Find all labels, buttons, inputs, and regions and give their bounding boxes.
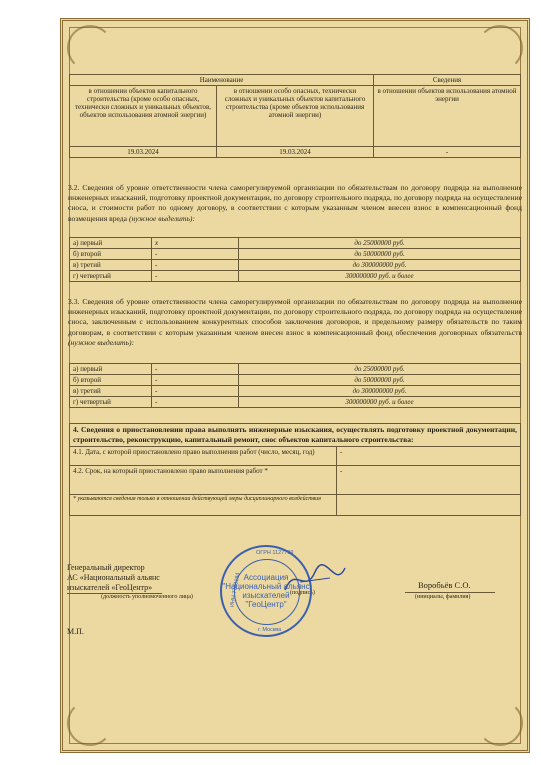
ornament-corner-icon [477, 25, 523, 71]
section-4-footnote: * указываются сведения только в отношении действующей меры дисциплинарного воздействия [70, 495, 337, 516]
row-value: 300000000 руб. и более [239, 271, 521, 282]
sign-caption: (подпись) [290, 590, 315, 596]
table-row [70, 386, 521, 397]
section-3-3-text [68, 297, 522, 348]
row-mark: x [152, 238, 239, 249]
ornament-corner-icon [67, 700, 113, 746]
name-caption: (инициалы, фамилия) [415, 594, 471, 600]
row-label: в) третий [70, 260, 152, 271]
row-mark: - [152, 271, 239, 282]
signer-name: Воробьёв С.О. [418, 580, 471, 590]
position-line-2: АС «Национальный альянс [67, 573, 160, 582]
row-mark: - [152, 364, 239, 375]
row-label: а) первый [70, 238, 152, 249]
table-row [70, 260, 521, 271]
top-col3: в отношении объектов использования атомной энергии [374, 86, 521, 147]
table-row [70, 271, 521, 282]
section-4-2-label: 4.2. Срок, на который приостановлено право выполнения работ * [70, 466, 337, 495]
stamp-ring-top: ОГРН 1127799 [256, 550, 294, 556]
row-value: до 50000000 руб. [239, 249, 521, 260]
row-value: до 25000000 руб. [239, 364, 521, 375]
row-label: б) второй [70, 375, 152, 386]
row-mark: - [152, 249, 239, 260]
row-value: до 300000000 руб. [239, 260, 521, 271]
top-header-right: Сведения [374, 75, 521, 86]
row-value: до 50000000 руб. [239, 375, 521, 386]
row-label: г) четвертый [70, 271, 152, 282]
position-caption: (должность уполномоченного лица) [101, 594, 193, 600]
table-row [70, 447, 521, 466]
table-row [70, 466, 521, 495]
section-4-1-value: - [337, 447, 521, 466]
section-3-2-body: 3.2. Сведения об уровне ответственности члена саморегулируемой организации по обязательствам по договору подряда на выполнение инженерных изысканий, подготовку проектной документации, по договору строительного подряда, по договору подряда на осуществление сноса, и стоимости работ по одному договору, в соответствии с которым указанным членом внесен взнос в компенсационный фонд возмещения вреда [68, 183, 522, 223]
section-3-3-body: 3.3. Сведения об уровне ответственности члена саморегулируемой организации по обязательствам по договору подряда на выполнение инженерных изысканий, подготовку проектной документации, по договору строительного подряда, по договору подряда на осуществление сноса, заключенным с использованием конкурентных способов заключения договоров, и предельному размеру обязательств по таким договорам, в соответствии с которым указанным членом внесен взнос в компенсационный фонд обеспечения договорных обязательств [68, 297, 522, 337]
position-line-3: изыскателей «ГеоЦентр» [67, 583, 162, 594]
section-4-title: 4. Сведения о приостановлении права выполнять инженерные изыскания, осуществлять подготовку проектной документации, строительство, реконструкцию, капитальный ремонт, снос объектов капитального строительства: [70, 424, 521, 447]
top-date2: 19.03.2024 [217, 147, 374, 158]
section-3-2-note: (нужное выделить): [128, 213, 195, 223]
top-date1: 19.03.2024 [70, 147, 217, 158]
section-3-2-text [68, 183, 522, 224]
row-label: б) второй [70, 249, 152, 260]
top-header-left: Наименование [70, 75, 374, 86]
section-4-table [69, 423, 521, 516]
top-table [69, 74, 521, 158]
row-label: г) четвертый [70, 397, 152, 408]
section-4-1-label: 4.1. Дата, с которой приостановлено право выполнения работ (число, месяц, год) [70, 447, 337, 466]
stamp-ring-bottom: г. Москва [258, 627, 282, 633]
stamp-center-text: Ассоциация "Национальный альянс изыскателей "ГеоЦентр" [222, 573, 310, 609]
table-row [70, 397, 521, 408]
row-mark: - [152, 386, 239, 397]
row-value: до 25000000 руб. [239, 238, 521, 249]
ornament-corner-icon [67, 25, 113, 71]
section-3-3-note: (нужное выделить): [68, 337, 135, 347]
section-4-footnote-empty [337, 495, 521, 516]
mp-label: М.П. [67, 627, 84, 636]
row-value: до 300000000 руб. [239, 386, 521, 397]
table-row [70, 375, 521, 386]
top-dash: - [374, 147, 521, 158]
row-mark: - [152, 260, 239, 271]
stamp-ring-left: ИНН 7743184 [229, 572, 242, 608]
section-3-3-table [69, 363, 521, 408]
table-row [70, 249, 521, 260]
ornament-corner-icon [477, 700, 523, 746]
signature-scribble-icon [280, 560, 350, 600]
section-3-2-table [69, 237, 521, 282]
row-label: а) первый [70, 364, 152, 375]
table-row [70, 238, 521, 249]
name-underline [405, 592, 495, 593]
table-row [70, 364, 521, 375]
row-mark: - [152, 397, 239, 408]
row-label: в) третий [70, 386, 152, 397]
row-value: 300000000 руб. и более [239, 397, 521, 408]
top-col2: в отношении особо опасных, технически сложных и уникальных объектов капитального строительства (кроме объектов использования атомной энергии) [217, 86, 374, 147]
top-col1: в отношении объектов капитального строительства (кроме особо опасных, технически сложных и уникальных объектов, объектов использования атомной энергии) [70, 86, 217, 147]
signer-position [67, 563, 207, 601]
position-line-1: Генеральный директор [67, 563, 145, 572]
section-4-2-value: - [337, 466, 521, 495]
row-mark: - [152, 375, 239, 386]
